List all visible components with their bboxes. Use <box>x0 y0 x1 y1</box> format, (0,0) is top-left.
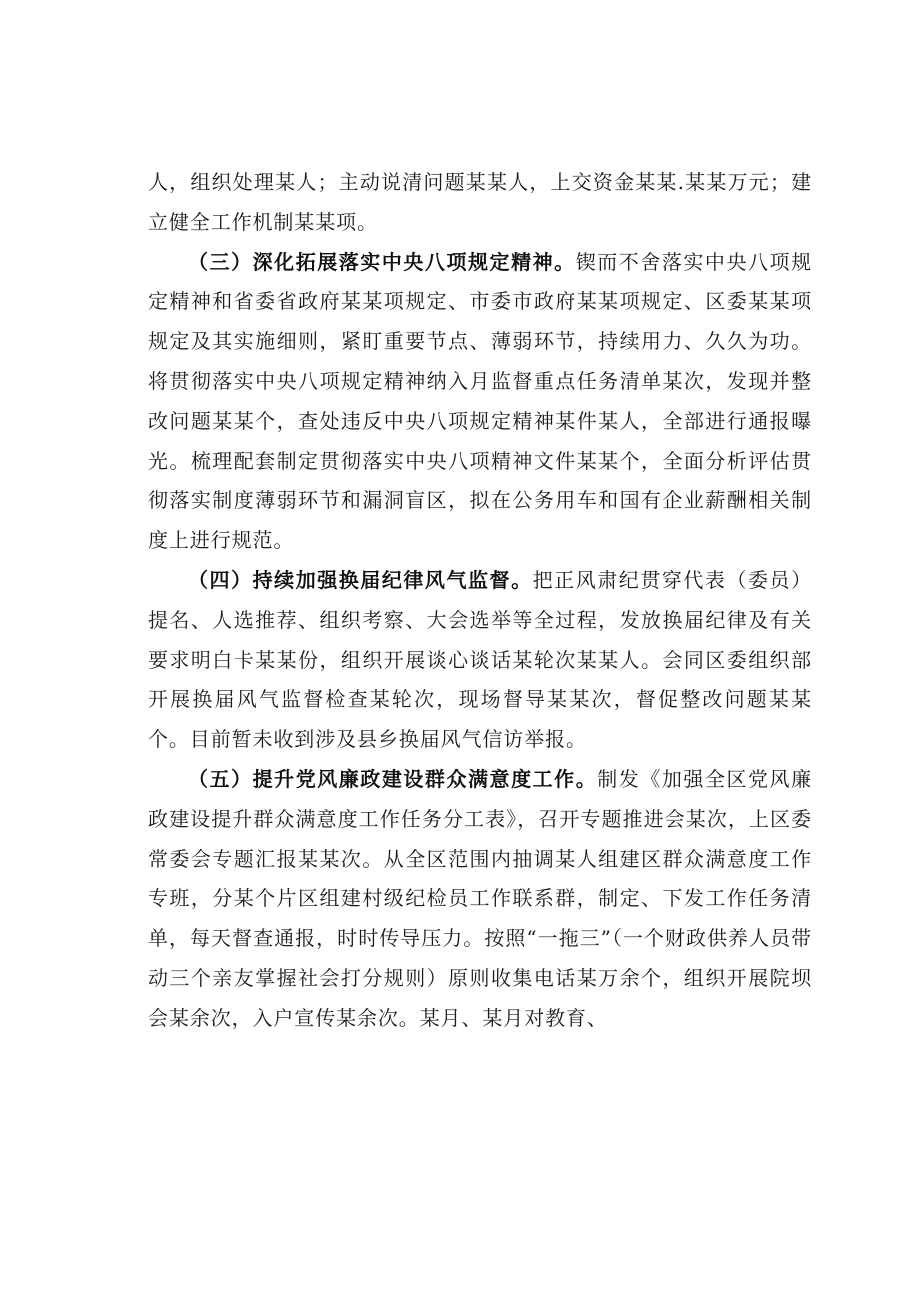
paragraph-text: 锲而不舍落实中央八项规定精神和省委省政府某某项规定、市委市政府某某项规定、区委某某项规定及其实施细则，紧盯重要节点、薄弱环节，持续用力、久久为功。将贯彻落实中央八项规定精神纳入月监督重点任务清单某次，发现并整改问题某某个，查处违反中央八项规定精神某件某人，全部进行通报曝光。梳理配套制定贯彻落实中央八项精神文件某某个，全面分析评估贯彻落实制度薄弱环节和漏洞盲区，拟在公务用车和国有企业薪酬相关制度上进行规范。 <box>148 249 812 553</box>
paragraph-section-3 <box>148 243 812 561</box>
section-heading: （三）深化拓展落实中央八项规定精神。 <box>188 249 576 274</box>
paragraph-text: 制发《加强全区党风廉政建设提升群众满意度工作任务分工表》，召开专题推进会某次，上区委常委会专题汇报某某次。从全区范围内抽调某人组建区群众满意度工作专班，分某个片区组建村级纪检员工作联系群，制定、下发工作任务清单，每天督查通报，时时传导压力。按照“一拖三”（一个财政供养人员带动三个亲友掌握社会打分规则）原则收集电话某万余个，组织开展院坝会某余次，入户宣传某余次。某月、某月对教育、 <box>148 766 813 1030</box>
paragraph-continuation <box>148 163 812 243</box>
paragraph-section-5 <box>148 760 812 1039</box>
paragraph-text: 把正风肃纪贯穿代表（委员）提名、人选推荐、组织考察、大会选举等全过程，发放换届纪律及有关要求明白卡某某份，组织开展谈心谈话某轮次某某人。会同区委组织部开展换届风气监督检查某轮次，现场督导某某次，督促整改问题某某个。目前暂未收到涉及县乡换届风气信访举报。 <box>148 567 812 752</box>
section-heading: （五）提升党风廉政建设群众满意度工作。 <box>188 766 598 791</box>
paragraph-section-4 <box>148 561 812 760</box>
paragraph-text: 人，组织处理某人；主动说清问题某某人，上交资金某某.某某万元；建立健全工作机制某某项。 <box>148 170 812 234</box>
document-body <box>148 163 812 1039</box>
section-heading: （四）持续加强换届纪律风气监督。 <box>188 567 533 592</box>
